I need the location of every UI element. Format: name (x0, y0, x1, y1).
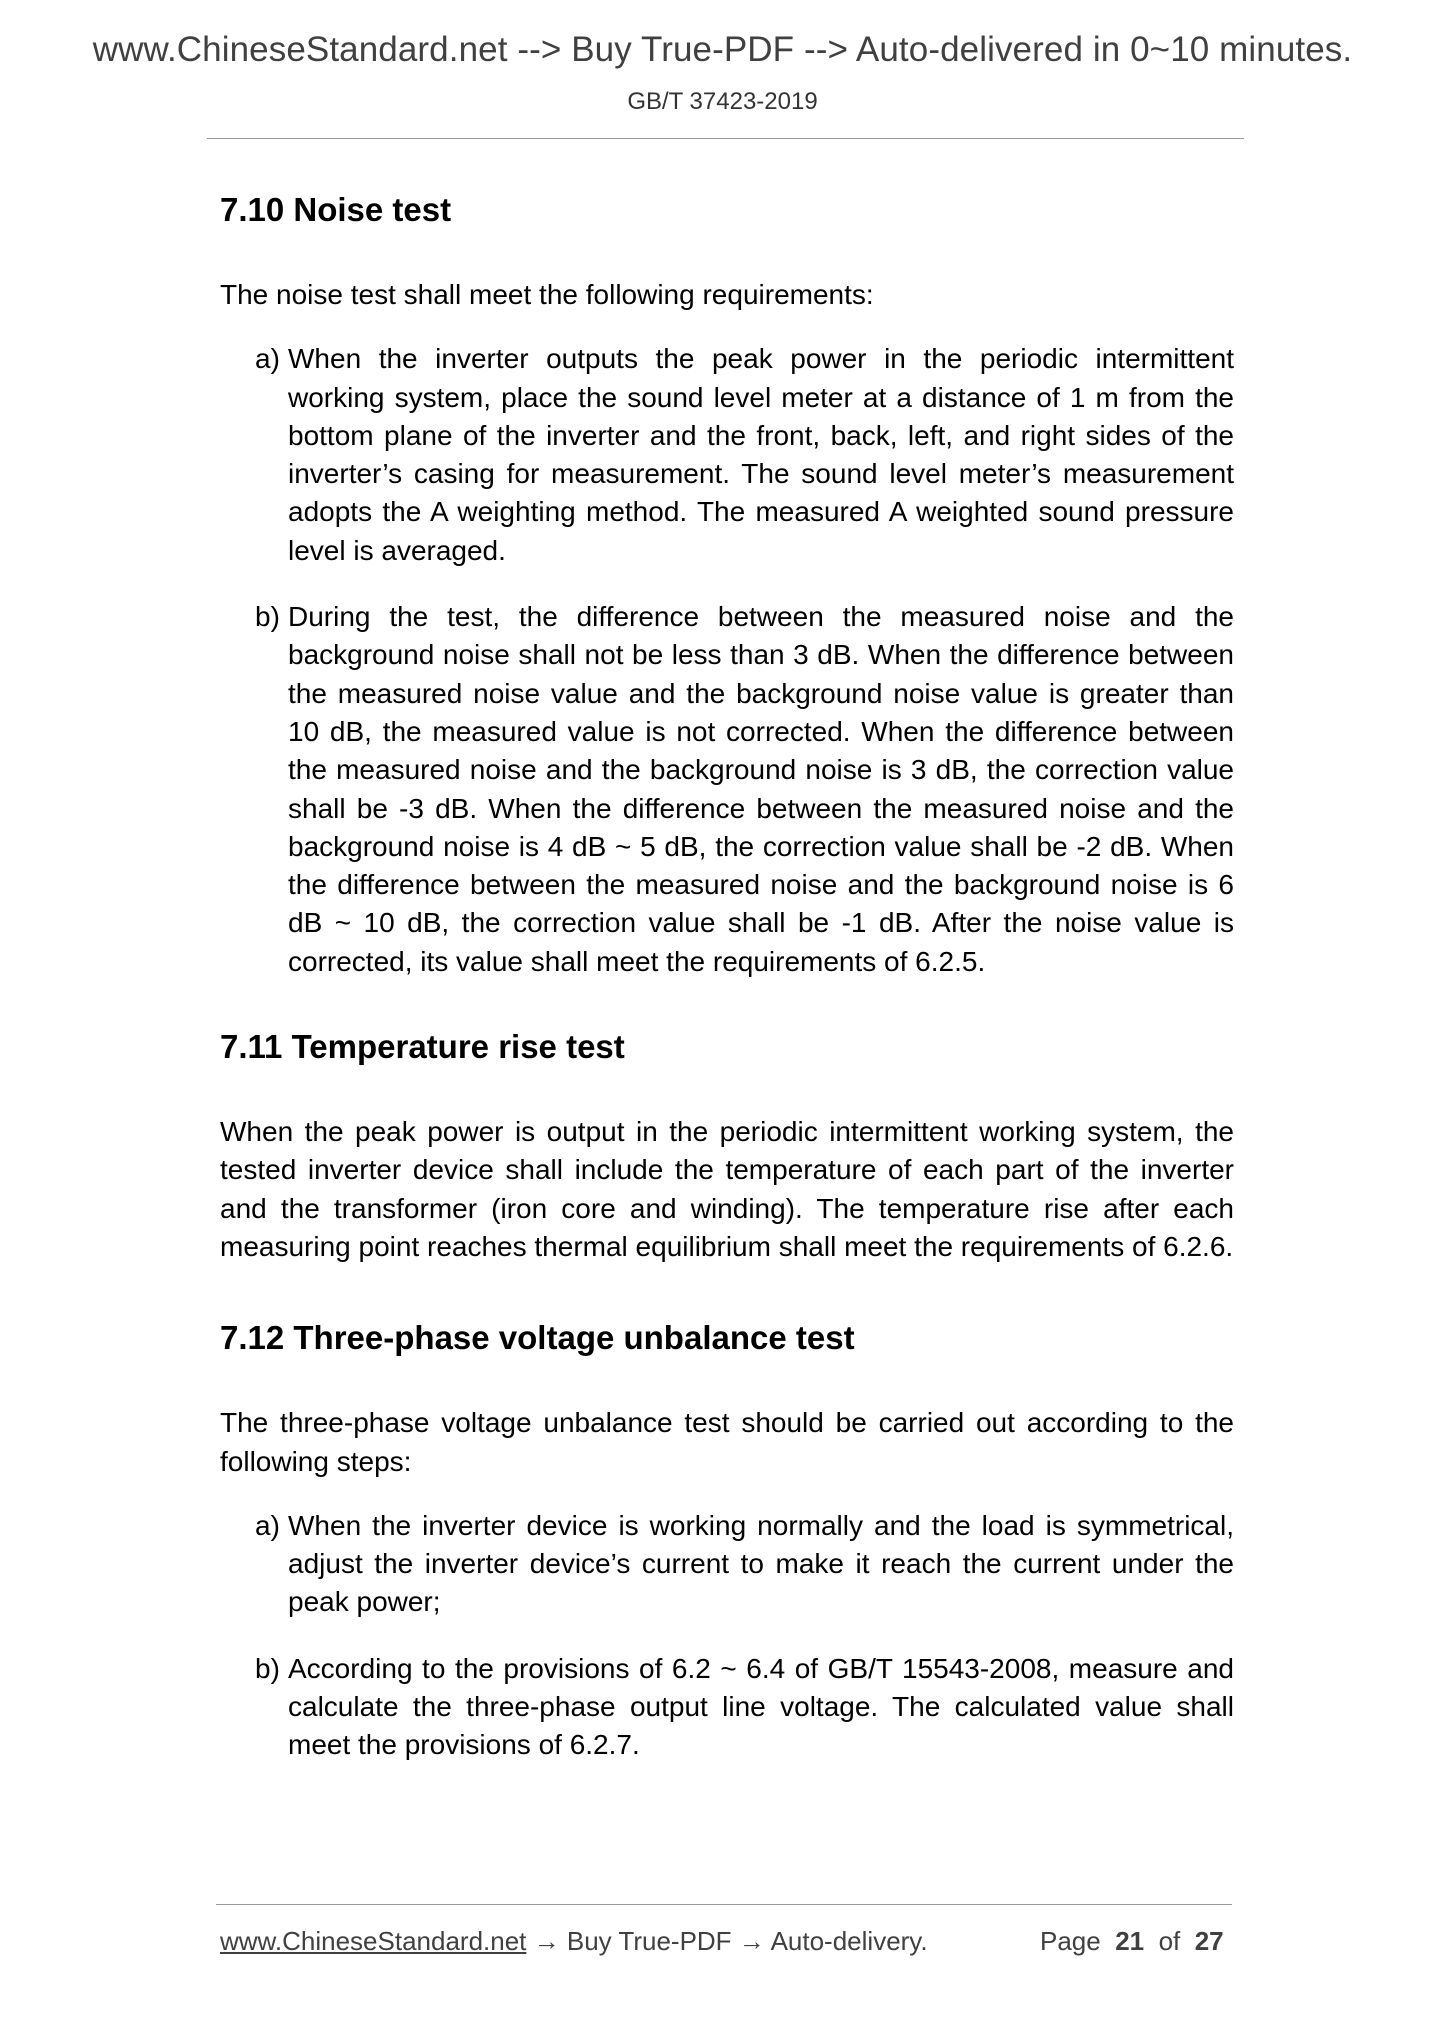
list-item (255, 340, 1234, 570)
list-item-text: When the inverter outputs the peak power in the periodic intermittent working system, place the sound level meter at a distance of 1 m from the bottom plane of the inverter and the front, back, left, and right sides of the inverter’s casing for measurement. The sound level meter’s measurement adopts the A weighting method. The measured A weighted sound pressure level is averaged. (288, 343, 1234, 566)
footer-site (220, 1926, 928, 1957)
voltage-unbalance-list (220, 1507, 1234, 1765)
section-heading-temperature-rise-test: 7.11 Temperature rise test (220, 1028, 625, 1066)
list-item (255, 1507, 1234, 1622)
header-divider (207, 138, 1244, 139)
list-item (255, 598, 1234, 981)
page-current: 21 (1115, 1926, 1145, 1956)
section-heading-voltage-unbalance-test: 7.12 Three-phase voltage unbalance test (220, 1319, 855, 1357)
section-heading-noise-test: 7.10 Noise test (220, 191, 452, 228)
list-marker: a) (255, 1509, 280, 1541)
noise-test-list (220, 340, 1234, 981)
footer-tagline: → Buy True-PDF → Auto-delivery. (526, 1926, 928, 1956)
page-of-label: of (1158, 1926, 1181, 1956)
page-total: 27 (1194, 1926, 1224, 1956)
temperature-rise-body: When the peak power is output in the periodic intermittent working system, the tested inverter device shall include the temperature of each part of the inverter and the transformer (iron core and winding). The temperature rise after each measuring point reaches thermal equilibrium shall meet the requirements of 6.2.6. (220, 1116, 1234, 1262)
site-banner: www.ChineseStandard.net --> Buy True-PDF --> Auto-delivered in 0~10 minutes. (92, 30, 1353, 69)
list-marker: b) (255, 1652, 280, 1684)
list-item-text: During the test, the difference between the measured noise and the background noise shall not be less than 3 dB. When the difference between the measured noise value and the background noise value is greater than 10 dB, the measured value is not corrected. When the difference between the measured noise and the background noise is 3 dB, the correction value shall be -3 dB. When the difference between the measured noise and the background noise is 4 dB ~ 5 dB, the correction value shall be -2 dB. When the difference between the measured noise and the background noise is 6 dB ~ 10 dB, the correction value shall be -1 dB. After the noise value is corrected, its value shall meet the requirements of 6.2.5. (288, 601, 1234, 977)
voltage-unbalance-intro: The three-phase voltage unbalance test should be carried out according to the following steps: (220, 1407, 1234, 1477)
list-item (255, 1650, 1234, 1765)
footer-divider (216, 1904, 1232, 1905)
page-number (1040, 1926, 1224, 1957)
noise-test-intro: The noise test shall meet the following requirements: (220, 279, 874, 310)
list-marker: b) (255, 601, 280, 633)
list-item-text: According to the provisions of 6.2 ~ 6.4 of GB/T 15543-2008, measure and calculate the three-phase output line voltage. The calculated value shall meet the provisions of 6.2.7. (288, 1652, 1234, 1761)
standard-code: GB/T 37423-2019 (627, 88, 818, 115)
footer-site-link[interactable]: www.ChineseStandard.net (220, 1926, 527, 1956)
list-item-text: When the inverter device is working normally and the load is symmetrical, adjust the inverter device’s current to make it reach the current under the peak power; (288, 1509, 1234, 1618)
page-content (220, 188, 1234, 1765)
page-label: Page (1040, 1926, 1101, 1956)
list-marker: a) (255, 343, 280, 375)
